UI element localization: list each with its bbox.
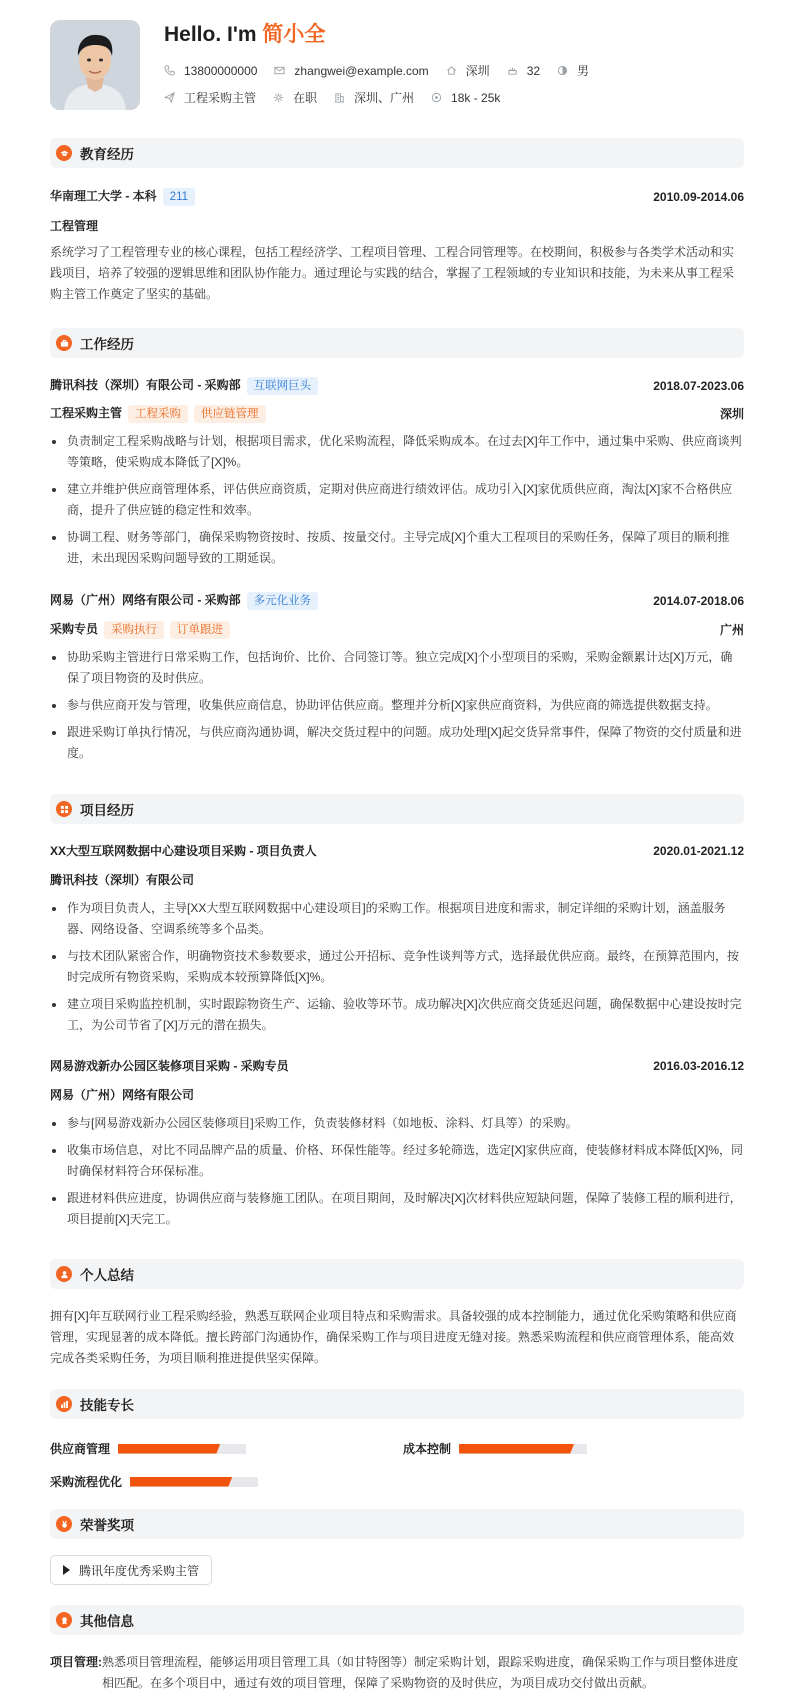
award-item [50,1555,212,1585]
school-name-line [50,187,195,206]
list-item: 协调工程、财务等部门，确保采购物资按时、按质、按量交付。主导完成[X]个重大工程项目的采购任务，保障了项目的顺利推进，未出现因采购问题导致的工期延误。 [50,527,744,569]
job-1-company-line [50,376,318,395]
briefcase-icon [56,335,72,351]
skill-3-fill [130,1477,232,1487]
age-text: 32 [526,63,541,78]
skill-3-bar [130,1477,258,1487]
other-info-row [50,1652,744,1694]
job-1-header [50,376,744,395]
user-icon [56,1266,72,1282]
greeting-title [164,18,325,48]
job-intent-row [164,89,517,106]
candidate-name: 简小全 [262,23,326,46]
position-item [164,89,256,106]
skill-1-fill [118,1444,220,1454]
job-2-tag-2: 订单跟进 [170,621,230,639]
job-1-tag-2: 供应链管理 [194,405,266,423]
job-1-company-tag: 互联网巨头 [247,377,319,395]
skill-2-bar [459,1444,587,1454]
grid-icon [56,801,72,817]
play-icon [63,1565,70,1575]
project-2-company: 网易（广州）网络有限公司 [50,1088,195,1102]
summary-section-header [50,1259,744,1289]
medal-icon [56,1516,72,1532]
list-item: 收集市场信息，对比不同品牌产品的质量、价格、环保性能等。经过多轮筛选，选定[X]家供应商，使装修材料成本降低[X]%，同时确保材料符合环保标准。 [50,1140,744,1182]
award-text: 腾讯年度优秀采购主管 [79,1563,200,1578]
school-tag: 211 [163,188,195,206]
list-item: 建立并维护供应商管理体系，评估供应商资质，定期对供应商进行绩效评估。成功引入[X]家优质供应商，淘汰[X]家不合格供应商，提升了供应链的稳定性和效率。 [50,479,744,521]
education-date: 2010.09-2014.06 [653,189,744,204]
resume-header [50,0,744,128]
salary-icon [431,92,442,103]
age-item [507,64,540,78]
phone-item [164,64,257,78]
job-2-role: 采购专员 [50,622,99,636]
salary-item [431,91,500,105]
list-item: 负责制定工程采购战略与计划，根据项目需求，优化采购流程，降低采购成本。在过去[X]年工作中，通过集中采购、供应商谈判等策略，使采购成本降低了[X]%。 [50,431,744,473]
job-2-header [50,591,744,610]
education-section-header [50,138,744,168]
projects-title: 项目经历 [80,803,134,818]
job-1-city: 深圳 [719,407,744,421]
salary-text: 18k - 25k [451,90,501,105]
job-1-company: 腾讯科技（深圳）有限公司 - 采购部 [50,378,241,392]
other-text: 熟悉项目管理流程，能够运用项目管理工具（如甘特图等）制定采购计划，跟踪采购进度，确保采购工作与项目整体进度相匹配。在多个项目中，通过有效的项目管理，保障了采购物资的及时供应，为项目成功交付做出贡献。 [102,1655,739,1690]
job-2-bullets [50,647,744,770]
list-item: 作为项目负责人，主导[XX大型互联网数据中心建设项目]的采购工作。根据项目进度和需求，制定详细的采购计划，涵盖服务器、网络设备、空调系统等多个品类。 [50,898,744,940]
job-2-city: 广州 [719,623,744,637]
greeting-text: Hello. I'm [164,23,263,46]
skill-1-bar [118,1444,246,1454]
summary-text: 拥有[X]年互联网行业工程采购经验，熟悉互联网企业项目特点和采购需求。具备较强的成本控制能力，通过优化采购策略和供应商管理，实现显著的成本降低。擅长跨部门沟通协作，确保采购工作与项目进度无缝对接。熟悉采购流程和供应商管理体系，能高效完成各类采购任务，为项目顺利推进提供坚实保障。 [50,1309,737,1365]
skill-2-name: 成本控制 [403,1442,452,1456]
major-name: 工程管理 [50,219,99,233]
job-1-date: 2018.07-2023.06 [653,378,744,393]
building-icon [334,92,345,103]
skill-1 [50,1440,246,1457]
awards-title: 荣誉奖项 [80,1518,134,1533]
project-2-name: 网易游戏新办公园区装修项目采购 - 采购专员 [50,1059,289,1073]
skills-title: 技能专长 [80,1398,134,1413]
city-text: 深圳 [465,64,490,78]
other-title: 其他信息 [80,1614,134,1629]
list-item: 协助采购主管进行日常采购工作，包括询价、比价、合同签订等。独立完成[X]个小型项目的采购，采购金额累计达[X]万元，确保了项目物资的及时供应。 [50,647,744,689]
job-2-date: 2014.07-2018.06 [653,593,744,608]
phone-icon [164,65,175,76]
status-item [273,89,317,106]
project-2-date: 2016.03-2016.12 [653,1058,744,1073]
job-1-role: 工程采购主管 [50,406,123,420]
job-2-tag-1: 采购执行 [104,621,164,639]
awards-section-header [50,1509,744,1539]
mail-icon [274,65,285,76]
locations-text: 深圳、广州 [354,91,415,105]
skills-section-header [50,1389,744,1419]
education-title: 教育经历 [80,147,134,162]
job-2-role-row [50,620,744,639]
skill-3 [50,1473,258,1490]
phone-text: 13800000000 [184,63,258,78]
list-item: 跟进采购订单执行情况，与供应商沟通协调，解决交货过程中的问题。成功处理[X]起交货异常事件，保障了物资的交付质量和进度。 [50,722,744,764]
work-section-header [50,328,744,358]
contact-row [164,62,606,79]
ribbon-icon [56,1612,72,1628]
other-label: 项目管理: [50,1655,102,1669]
job-1-role-row [50,404,744,423]
project-1-date: 2020.01-2021.12 [653,843,744,858]
work-title: 工作经历 [80,337,134,352]
project-1-name: XX大型互联网数据中心建设项目采购 - 项目负责人 [50,844,317,858]
position-text: 工程采购主管 [184,91,257,105]
gender-text: 男 [577,64,590,78]
project-1-bullets [50,898,744,1042]
job-2-company-line [50,591,318,610]
list-item: 跟进材料供应进度，协调供应商与装修施工团队。在项目期间，及时解决[X]次材料供应短缺问题，保障了装修工程的顺利进行，项目提前[X]天完工。 [50,1188,744,1230]
project-2-header [50,1057,744,1074]
education-header-row [50,187,744,206]
other-section-header [50,1605,744,1635]
send-icon [164,92,175,103]
job-2-company: 网易（广州）网络有限公司 - 采购部 [50,593,241,607]
project-1-company: 腾讯科技（深圳）有限公司 [50,873,195,887]
status-text: 在职 [293,91,318,105]
age-icon [507,65,518,76]
city-item [446,62,490,79]
gender-item [557,62,589,79]
skill-1-name: 供应商管理 [50,1442,111,1456]
project-2-bullets [50,1113,744,1236]
list-item: 参与供应商开发与管理，收集供应商信息，协助评估供应商。整理并分析[X]家供应商资料，为供应商的筛选提供数据支持。 [50,695,744,716]
project-1-header [50,842,744,859]
avatar [50,20,140,110]
gender-icon [557,65,568,76]
list-item: 与技术团队紧密合作，明确物资技术参数要求，通过公开招标、竞争性谈判等方式，选择最优供应商。最终，在预算范围内，按时完成所有物资采购，采购成本较预算降低[X]%。 [50,946,744,988]
summary-title: 个人总结 [80,1268,134,1283]
list-item: 参与[网易游戏新办公园区装修项目]采购工作，负责装修材料（如地板、涂料、灯具等）的采购。 [50,1113,744,1134]
email-item [274,64,428,78]
projects-section-header [50,794,744,824]
bar-chart-icon [56,1396,72,1412]
job-1-bullets [50,431,744,575]
home-icon [446,65,457,76]
job-1-role-line [50,404,266,423]
list-item: 建立项目采购监控机制，实时跟踪物资生产、运输、验收等环节。成功解决[X]次供应商交货延迟问题，确保数据中心建设按时完工，为公司节省了[X]万元的潜在损失。 [50,994,744,1036]
locations-item [334,89,414,106]
job-2-role-line [50,620,230,639]
school-name: 华南理工大学 - 本科 [50,189,157,203]
skill-2 [403,1440,587,1457]
graduation-cap-icon [56,145,72,161]
email-text: zhangwei@example.com [294,63,429,78]
skill-3-name: 采购流程优化 [50,1475,123,1489]
job-1-tag-1: 工程采购 [128,405,188,423]
skill-2-fill [459,1444,574,1454]
status-icon [273,92,284,103]
education-description: 系统学习了工程管理专业的核心课程，包括工程经济学、工程项目管理、工程合同管理等。在校期间，积极参与各类学术活动和实践项目，培养了较强的逻辑思维和团队协作能力。通过理论与实践的结合，掌握了工程领域的专业知识和技能，为未来从事工程采购主管工作奠定了坚实的基础。 [50,245,735,301]
job-2-company-tag: 多元化业务 [247,592,319,610]
